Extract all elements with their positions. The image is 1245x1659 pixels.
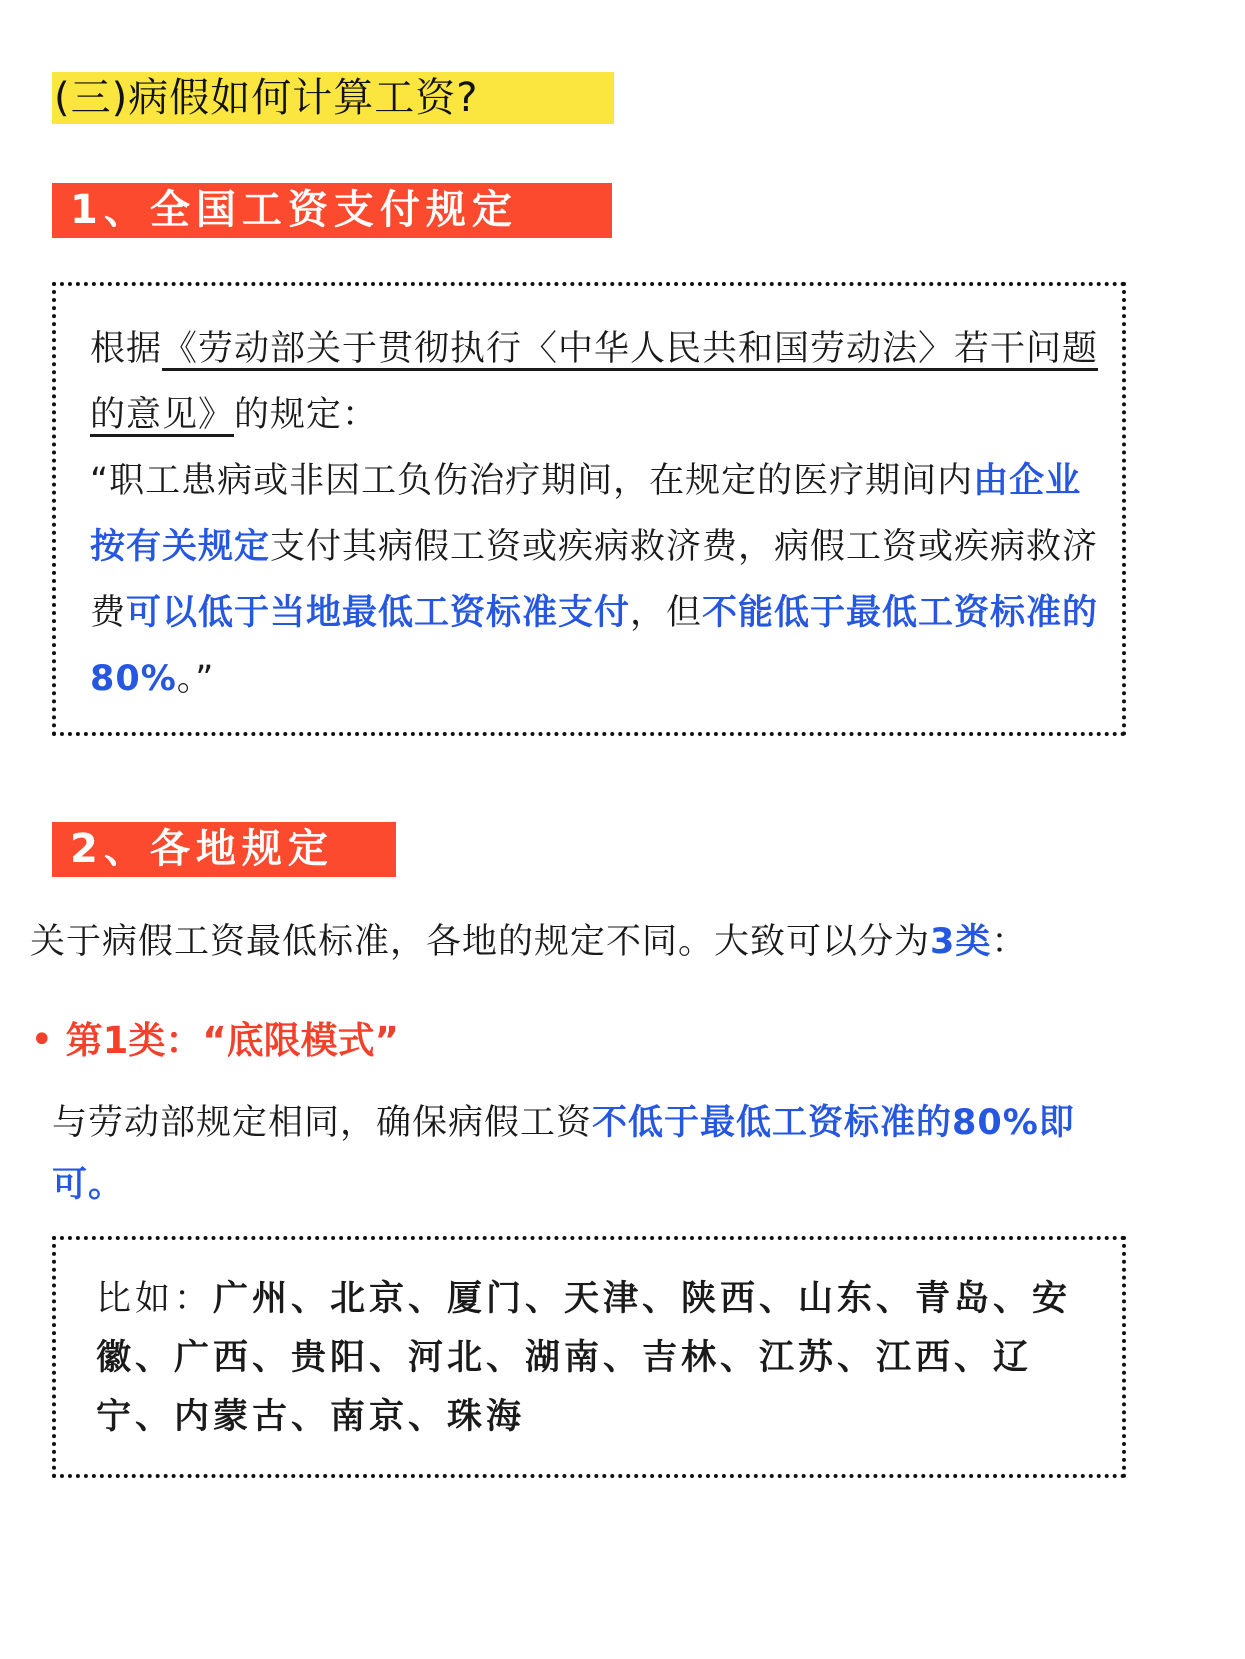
- regulation-quote-text: [90, 316, 1100, 712]
- category-1-description: [52, 1092, 1142, 1216]
- section-heading-local: 2、各地规定: [52, 822, 396, 877]
- category-1-label: 第1类：“底限模式”: [65, 1019, 399, 1062]
- quote-segment: “职工患病或非因工负伤治疗期间，在规定的医疗期间内: [90, 461, 974, 501]
- bullet-icon: •: [30, 1017, 54, 1063]
- intro-highlight: 3类: [930, 922, 992, 962]
- regulation-document-title: 《劳动部关于贯彻执行〈中华人民共和国劳动法〉若干问题的意见》: [90, 329, 1099, 435]
- quote-lead: 根据: [90, 329, 163, 369]
- quote-lead-after: 的规定：: [234, 395, 379, 435]
- examples-city-list: 广州、北京、厦门、天津、陕西、山东、青岛、安徽、广西、贵阳、河北、湖南、吉林、江苏、江西、辽宁、内蒙古、南京、珠海: [96, 1279, 1072, 1437]
- quote-highlight: 不能低于最低工资标准的80%: [90, 593, 1099, 699]
- page-title: (三)病假如何计算工资?: [52, 72, 614, 124]
- quote-highlight: 可以低于当地最低工资标准支付: [126, 593, 631, 633]
- quote-segment: ，但: [630, 593, 703, 633]
- category-1-desc-text: 与劳动部规定相同，确保病假工资: [52, 1103, 593, 1143]
- category-1-heading: [30, 1010, 399, 1071]
- examples-lead: 比如：: [96, 1279, 214, 1319]
- quote-segment: 。”: [176, 659, 215, 699]
- intro-tail: ：: [991, 922, 1028, 962]
- local-rules-intro: [30, 912, 1230, 972]
- quote-highlight: 由企业按有关规定: [90, 461, 1082, 567]
- quote-segment: 支付其病假工资或疾病救济费，病假工资或疾病救济费: [90, 527, 1099, 633]
- category-1-desc-highlight: 不低于最低工资标准的80%即可。: [52, 1103, 1075, 1205]
- examples-text: [96, 1270, 1096, 1447]
- section-heading-national: 1、全国工资支付规定: [52, 183, 612, 238]
- intro-text: 关于病假工资最低标准，各地的规定不同。大致可以分为: [30, 922, 931, 962]
